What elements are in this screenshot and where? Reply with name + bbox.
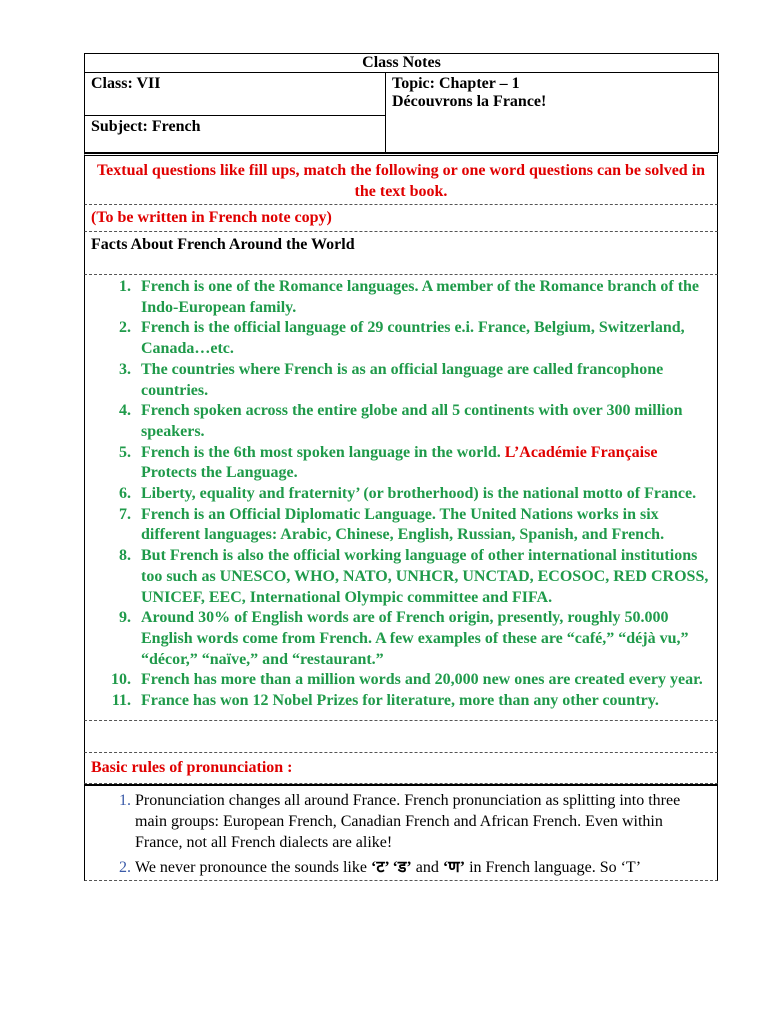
academie-francaise: L’Académie Française	[504, 443, 658, 461]
topic-cell	[386, 73, 719, 153]
pronunciation-item	[135, 857, 711, 878]
fact-item: 11. France has won 12 Nobel Prizes for literature, more than any other country.	[135, 691, 711, 712]
topic-line1: Topic: Chapter – 1	[392, 75, 520, 92]
pronunciation-section	[84, 784, 718, 881]
fact-item	[135, 443, 711, 484]
subject-cell: Subject: French	[85, 116, 386, 153]
fact-item: 7. French is an Official Diplomatic Language. The United Nations works in six different languages: Arabic, Chinese, English, Russian, Spanish, and French.	[135, 505, 711, 546]
facts-heading: Facts About French Around the World	[91, 236, 355, 253]
facts-heading-row	[84, 232, 718, 275]
hindi-sounds: ‘ट’ ‘ड’	[370, 858, 412, 876]
facts-section	[84, 275, 718, 721]
facts-list	[91, 277, 711, 712]
class-notes-page	[84, 53, 718, 881]
pronunciation-heading: Basic rules of pronunciation :	[84, 753, 718, 784]
copy-note: (To be written in French note copy)	[84, 205, 718, 232]
pron-text: in French language. So ‘T’	[465, 858, 642, 876]
fact-item-5-text: French is the 6th most spoken language in the world.	[141, 443, 505, 461]
fact-item: 2. French is the official language of 29 countries e.i. France, Belgium, Switzerland, Canada…etc.	[135, 318, 711, 359]
blank-row	[84, 721, 718, 753]
pron-text: We never pronounce the sounds like	[135, 858, 371, 876]
pron-text: and	[411, 858, 443, 876]
fact-item: 4. French spoken across the entire globe and all 5 continents with over 300 million speakers.	[135, 401, 711, 442]
fact-item-5-tail: Protects the Language.	[141, 464, 298, 482]
pronunciation-item: 1. Pronunciation changes all around France. French pronunciation as splitting into three main groups: European French, Canadian French and African French. Even within France, not all French dialects are alike!	[135, 790, 711, 853]
topic-line2: Découvrons la France!	[392, 93, 547, 110]
fact-item: 10. French has more than a million words and 20,000 new ones are created every year.	[135, 670, 711, 691]
header-table	[84, 53, 719, 153]
fact-item: 6. Liberty, equality and fraternity’ (or brotherhood) is the national motto of France.	[135, 484, 711, 505]
textual-questions-note: Textual questions like fill ups, match the following or one word questions can be solved in the text book.	[84, 153, 718, 205]
fact-item: 8. But French is also the official working language of other international institutions too such as UNESCO, WHO, NATO, UNHCR, UNCTAD, ECOSOC, RED CROSS, UNICEF, EEC, International Olympic committee and FIFA.	[135, 546, 711, 608]
pronunciation-list	[91, 790, 711, 878]
class-cell: Class: VII	[85, 73, 386, 116]
notes-title: Class Notes	[85, 54, 719, 73]
fact-item: 1. French is one of the Romance languages. A member of the Romance branch of the Indo-European family.	[135, 277, 711, 318]
fact-item: 3. The countries where French is as an official language are called francophone countries.	[135, 360, 711, 401]
fact-item: 9. Around 30% of English words are of French origin, presently, roughly 50.000 English words come from French. A few examples of these are “café,” “déjà vu,” “décor,” “naïve,” and “restaurant.”	[135, 608, 711, 670]
hindi-sound: ‘ण’	[442, 858, 466, 876]
